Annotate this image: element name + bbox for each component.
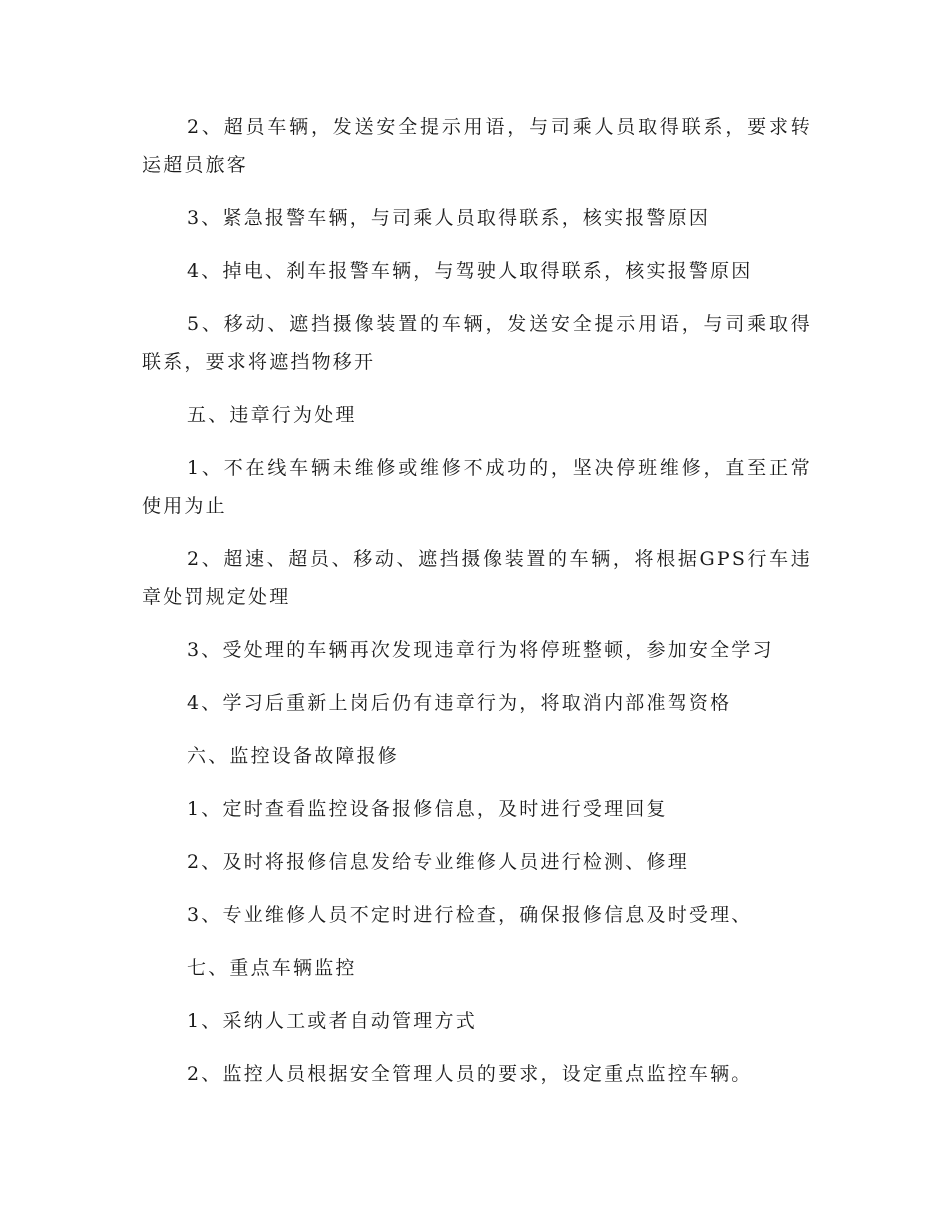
section-heading-violation-handling: 五、违章行为处理 [187,404,357,426]
paragraph-item-4-power-brake-alarm: 4、掉电、刹车报警车辆，与驾驶人取得联系，核实报警原因 [187,260,753,282]
paragraph-repair-item-2: 2、及时将报修信息发给专业维修人员进行检测、修理 [187,851,689,873]
paragraph-violation-item-2: 2、超速、超员、移动、遮挡摄像装置的车辆，将根据GPS行车违章处罚规定处理 [142,548,812,608]
paragraph-item-3-emergency-alarm: 3、紧急报警车辆，与司乘人员取得联系，核实报警原因 [187,207,711,229]
paragraph-violation-item-1: 1、不在线车辆未维修或维修不成功的，坚决停班维修，直至正常使用为止 [142,457,812,517]
paragraph-monitoring-item-1: 1、采纳人工或者自动管理方式 [187,1010,477,1032]
document-body [142,108,812,1108]
paragraph-repair-item-3: 3、专业维修人员不定时进行检查，确保报修信息及时受理、 [187,904,753,926]
paragraph-violation-item-4: 4、学习后重新上岗后仍有违章行为，将取消内部准驾资格 [187,692,732,714]
section-heading-equipment-repair: 六、监控设备故障报修 [187,745,400,767]
section-heading-key-vehicle-monitoring: 七、重点车辆监控 [187,957,357,979]
paragraph-item-2-overcapacity: 2、超员车辆，发送安全提示用语，与司乘人员取得联系，要求转运超员旅客 [142,116,812,176]
paragraph-item-5-camera-obstruction: 5、移动、遮挡摄像装置的车辆，发送安全提示用语，与司乘取得联系，要求将遮挡物移开 [142,313,812,373]
paragraph-violation-item-3: 3、受处理的车辆再次发现违章行为将停班整顿，参加安全学习 [187,639,774,661]
paragraph-monitoring-item-2: 2、监控人员根据安全管理人员的要求，设定重点监控车辆。 [187,1063,753,1085]
paragraph-repair-item-1: 1、定时查看监控设备报修信息，及时进行受理回复 [187,798,668,820]
